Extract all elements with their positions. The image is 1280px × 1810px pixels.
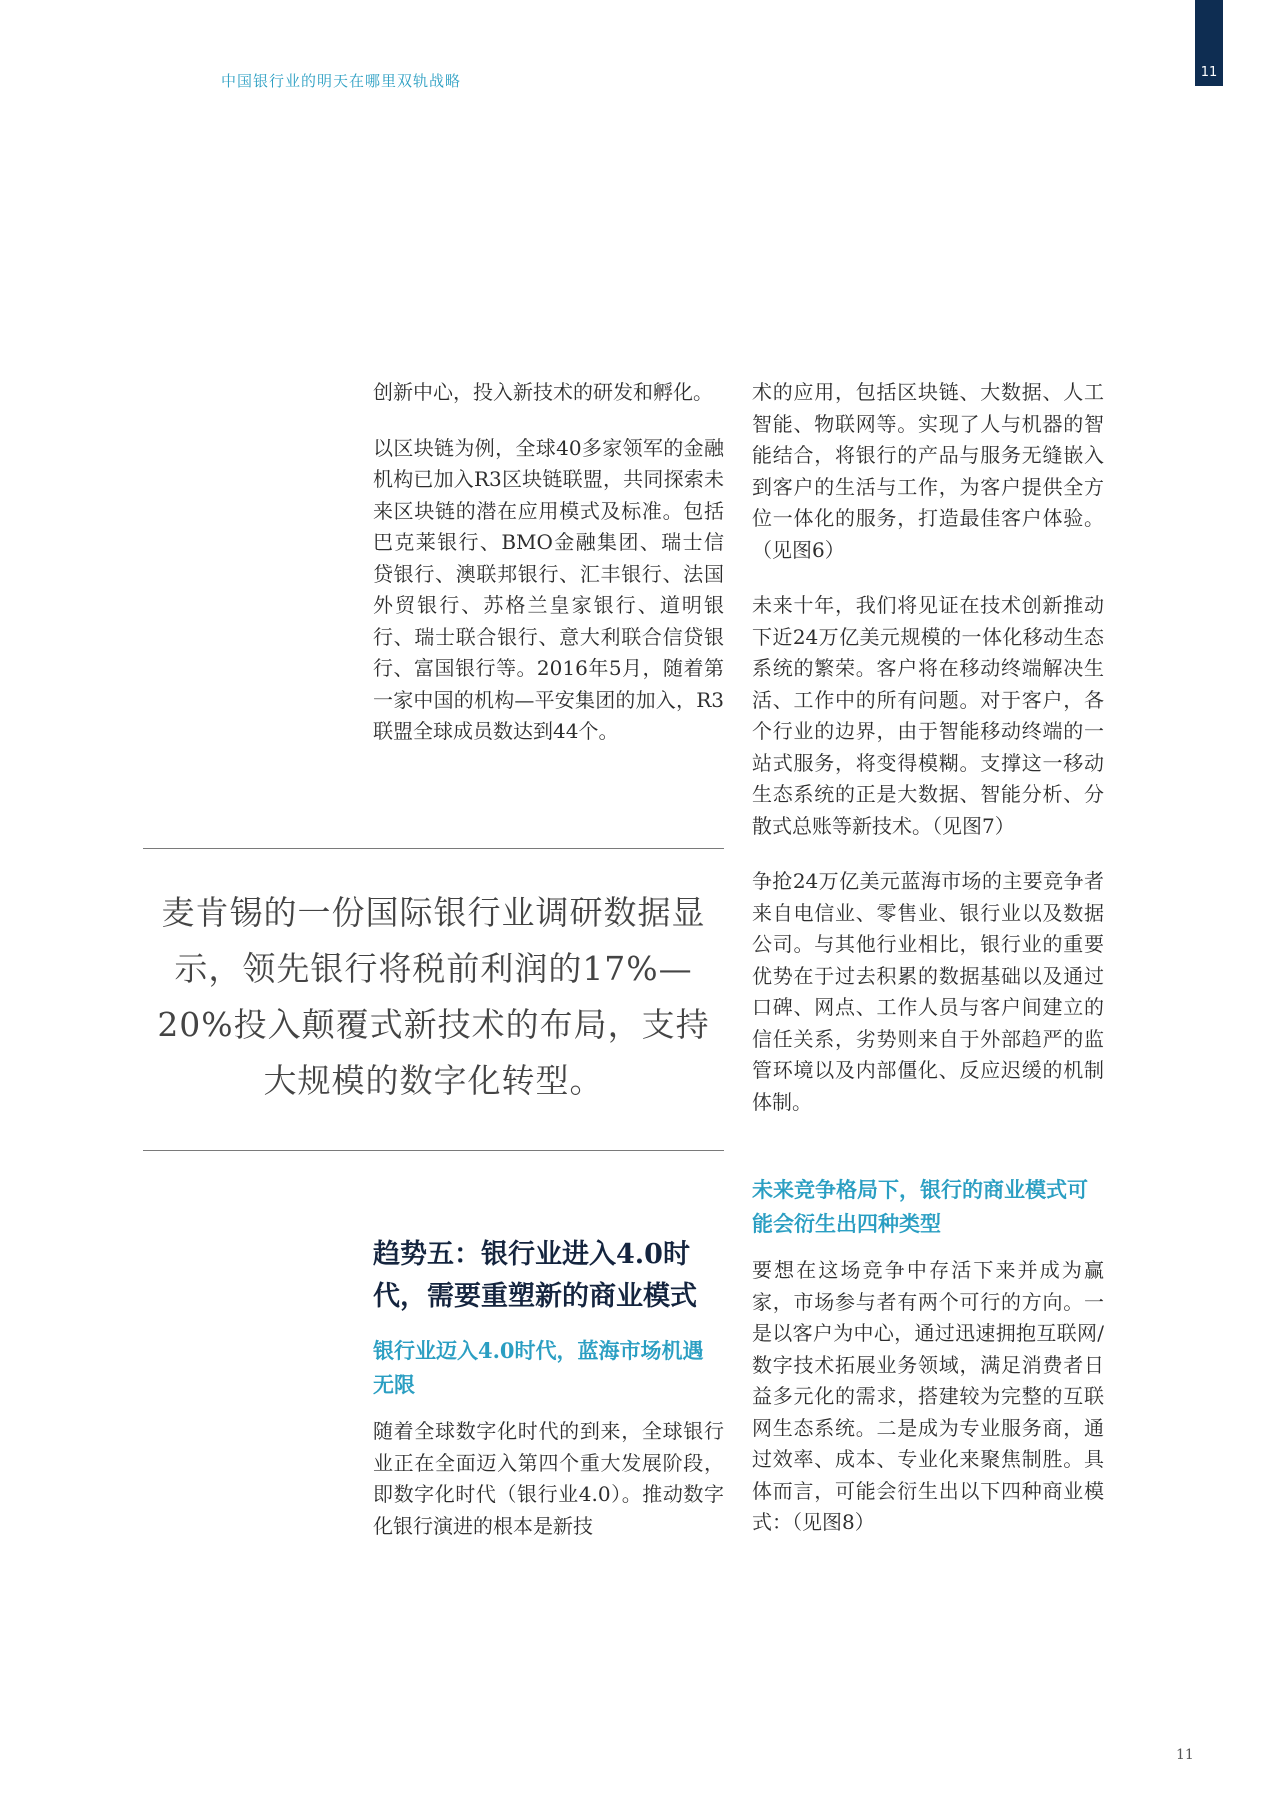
paragraph: 未来十年，我们将见证在技术创新推动下近24万亿美元规模的一体化移动生态系统的繁荣。客户将在移动终端解决生活、工作中的所有问题。对于客户，各个行业的边界，由于智能移动终端的一站式服务，将变得模糊。支撑这一移动生态系统的正是大数据、智能分析、分散式总账等新技术。（见图7） [752,593,1104,838]
pull-quote-bottom-rule [143,1150,724,1151]
right-column-bottom [752,1173,1104,1563]
section-heading: 趋势五：银行业进入4.0时代，需要重塑新的商业模式 [373,1239,697,1312]
sub-heading: 未来竞争格局下，银行的商业模式可能会衍生出四种类型 [752,1177,1088,1236]
page-number-tab [1195,0,1223,86]
right-column-top [752,377,1104,1142]
running-header-title: 中国银行业的明天在哪里双轨战略 [221,72,462,90]
pull-quote: 麦肯锡的一份国际银行业调研数据显示，领先银行将税前利润的17%—20%投入颠覆式新技术的布局，支持大规模的数字化转型。 [157,893,710,1100]
paragraph: 创新中心，投入新技术的研发和孵化。 [373,380,713,404]
paragraph: 争抢24万亿美元蓝海市场的主要竞争者来自电信业、零售业、银行业以及数据公司。与其他行业相比，银行业的重要优势在于过去积累的数据基础以及通过口碑、网点、工作人员与客户间建立的信任关系，劣势则来自于外部趋严的监管环境以及内部僵化、反应迟缓的机制体制。 [752,869,1104,1114]
pull-quote-top-rule [143,848,724,849]
paragraph: 要想在这场竞争中存活下来并成为赢家，市场参与者有两个可行的方向。一是以客户为中心，通过迅速拥抱互联网/数字技术拓展业务领域，满足消费者日益多元化的需求，搭建较为完整的互联网生态系统。二是成为专业服务商，通过效率、成本、专业化来聚焦制胜。具体而言，可能会衍生出以下四种商业模式：（见图8） [752,1258,1104,1534]
paragraph: 随着全球数字化时代的到来，全球银行业正在全面迈入第四个重大发展阶段，即数字化时代（银行业4.0）。推动数字化银行演进的根本是新技 [373,1419,724,1538]
paragraph: 以区块链为例，全球40多家领军的金融机构已加入R3区块链联盟，共同探索未来区块链的潜在应用模式及标准。包括巴克莱银行、BMO金融集团、瑞士信贷银行、澳联邦银行、汇丰银行、法国外贸银行、苏格兰皇家银行、道明银行、瑞士联合银行、意大利联合信贷银行、富国银行等。2016年5月，随着第一家中国的机构—平安集团的加入，R3联盟全球成员数达到44个。 [373,435,724,743]
page-number: 11 [1176,1747,1194,1763]
page-tab-number: 11 [1200,65,1218,80]
sub-heading: 银行业迈入4.0时代，蓝海市场机遇无限 [373,1338,704,1397]
left-column-bottom [373,1234,724,1566]
paragraph: 术的应用，包括区块链、大数据、人工智能、物联网等。实现了人与机器的智能结合，将银行的产品与服务无缝嵌入到客户的生活与工作，为客户提供全方位一体化的服务，打造最佳客户体验。（见图6） [752,380,1104,562]
left-column-top [373,377,724,772]
